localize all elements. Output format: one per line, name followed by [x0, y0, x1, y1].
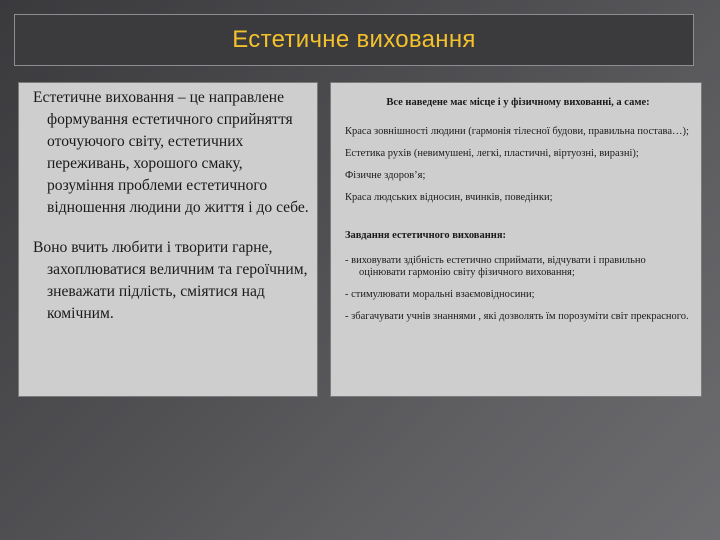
left-text-panel [18, 82, 318, 397]
task-item: - стимулювати моральні взаємовідносини; [345, 289, 535, 300]
task-item: - виховувати здібність естетично сприймати, відчувати і правильно оцінювати гармонію світу фізичного виховання; [345, 255, 646, 278]
definition-paragraph: Естетичне виховання – це направлене формування естетичного сприйняття оточуючого світу, естетичних переживань, хорошого смаку, розуміння проблеми естетичного відношення людини до життя і до себе. [33, 89, 309, 216]
list-item: Краса зовнішності людини (гармонія тілесної будови, правильна постава…); [345, 126, 689, 137]
tasks-heading: Завдання естетичного виховання: [345, 230, 507, 241]
physical-education-heading: Все наведене має місце і у фізичному вихованні, а саме: [386, 97, 650, 108]
list-item: Краса людських відносин, вчинків, поведінки; [345, 192, 553, 203]
right-text-panel [330, 82, 702, 397]
task-item: - збагачувати учнів знаннями , які дозволять їм порозуміти світ прекрасного. [345, 311, 689, 322]
list-item: Естетика рухів (невимушені, легкі, пластичні, віртуозні, виразні); [345, 148, 639, 159]
list-item: Фізичне здоров’я; [345, 170, 426, 181]
purpose-paragraph: Воно вчить любити і творити гарне, захоплюватися величним та героїчним, зневажати підлість, сміятися над комічним. [33, 239, 308, 322]
page-title: Естетичне виховання [232, 26, 476, 53]
title-bar [14, 14, 694, 66]
